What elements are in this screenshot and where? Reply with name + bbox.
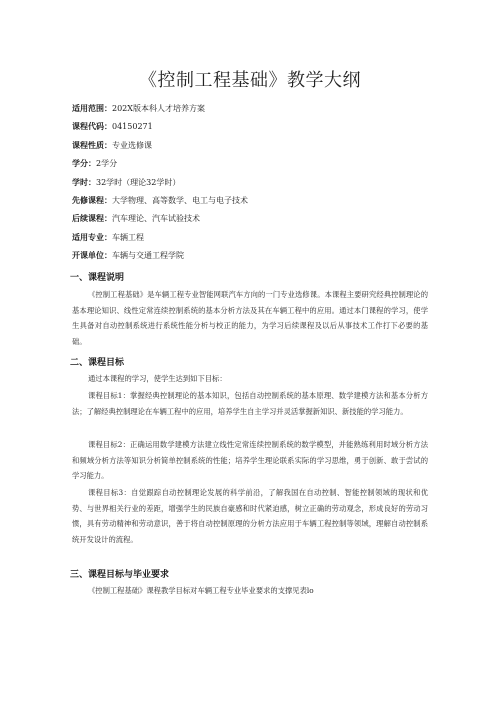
meta-value: 32学时（理论32学时） xyxy=(96,177,181,187)
meta-value: 202X版本科人才培养方案 xyxy=(112,104,205,113)
paragraph: 《控制工程基础》课程教学目标对车辆工程专业毕业要求的支撑见表lo xyxy=(88,586,314,595)
paragraph-objective-1: 课程目标1：掌握经典控制理论的基本知识，包括自动控制系统的基本原理、数学建模方法和基本分析方法；了解经典控制理论在车辆工程中的应用，培养学生自主学习并灵活掌握新知识、新技能的学习能力。 xyxy=(72,391,428,416)
meta-label: 开课单位： xyxy=(72,251,112,261)
section-heading-course-objectives: 二、课程目标 xyxy=(70,358,125,368)
paragraph: 通过本课程的学习，使学生达到如下目标： xyxy=(88,374,227,383)
meta-row-hours xyxy=(72,174,432,192)
meta-label: 课程性质： xyxy=(72,140,112,150)
paragraph-objective-3: 课程目标3：自觉跟踪自动控制理论发展的科学前沿，了解我国在自动控制、智能控制领域的现状和优势、与世界相关行业的差距，增强学生的民族自豪感和时代紧迫感，树立正确的劳动观念，形成良好的劳动习惯，具有劳动精神和劳动意识，善于将自动控制原理的分析方法应用于车辆工程控制等领域，理解自动控制系统开发设计的流程。 xyxy=(72,488,428,544)
meta-row-prerequisites xyxy=(72,192,432,210)
meta-value: 专业选修课 xyxy=(112,140,152,150)
meta-value: 大学物理、高等数学、电工与电子技术 xyxy=(112,195,248,205)
paragraph: 《控制工程基础》是车辆工程专业智能网联汽车方向的一门专业选修课。本课程主要研究经典控制理论的基本理论知识、线性定常连续控制系统的基本分析方法及其在车辆工程中的应用。通过本门课程的学习，使学生具备对自动控制系统进行系统性能分析与校正的能力，为学习后续课程及以后从事技术工作打下必要的基础。 xyxy=(72,290,428,346)
paragraph-objective-2: 课程目标2：正确运用数学建模方法建立线性定常连续控制系统的数学模型，并能熟练利用时域分析方法和频域分析方法等知识分析简单控制系统的性能；培养学生理论联系实际的学习思维，勇于创新、敢于尝试的学习能力。 xyxy=(72,440,428,480)
meta-label: 学时： xyxy=(72,177,96,187)
meta-label: 先修课程： xyxy=(72,195,112,205)
course-info-block xyxy=(72,100,432,266)
meta-row-scope xyxy=(72,100,432,118)
meta-label: 课程代码： xyxy=(72,122,112,132)
meta-row-credits xyxy=(72,155,432,173)
meta-label: 学分： xyxy=(72,159,96,169)
meta-row-nature xyxy=(72,137,432,155)
section-heading-course-description: 一、课程说明 xyxy=(70,273,125,283)
document-title: 《控制工程基础》教学大纲 xyxy=(139,70,361,91)
meta-value: 车辆工程 xyxy=(112,232,144,242)
meta-row-department xyxy=(72,247,432,265)
meta-label: 适用范围： xyxy=(72,104,112,113)
meta-row-code xyxy=(72,118,432,136)
meta-value: 车辆与交通工程学院 xyxy=(112,251,184,261)
meta-value: 汽车理论、汽车试验技术 xyxy=(112,214,200,224)
meta-label: 适用专业： xyxy=(72,232,112,242)
meta-row-followup xyxy=(72,210,432,228)
section-heading-objectives-and-requirements: 三、课程目标与毕业要求 xyxy=(70,570,170,580)
meta-label: 后续课程： xyxy=(72,214,112,224)
meta-value: 2学分 xyxy=(96,159,118,169)
meta-row-major xyxy=(72,229,432,247)
meta-value: 04150271 xyxy=(112,122,153,132)
